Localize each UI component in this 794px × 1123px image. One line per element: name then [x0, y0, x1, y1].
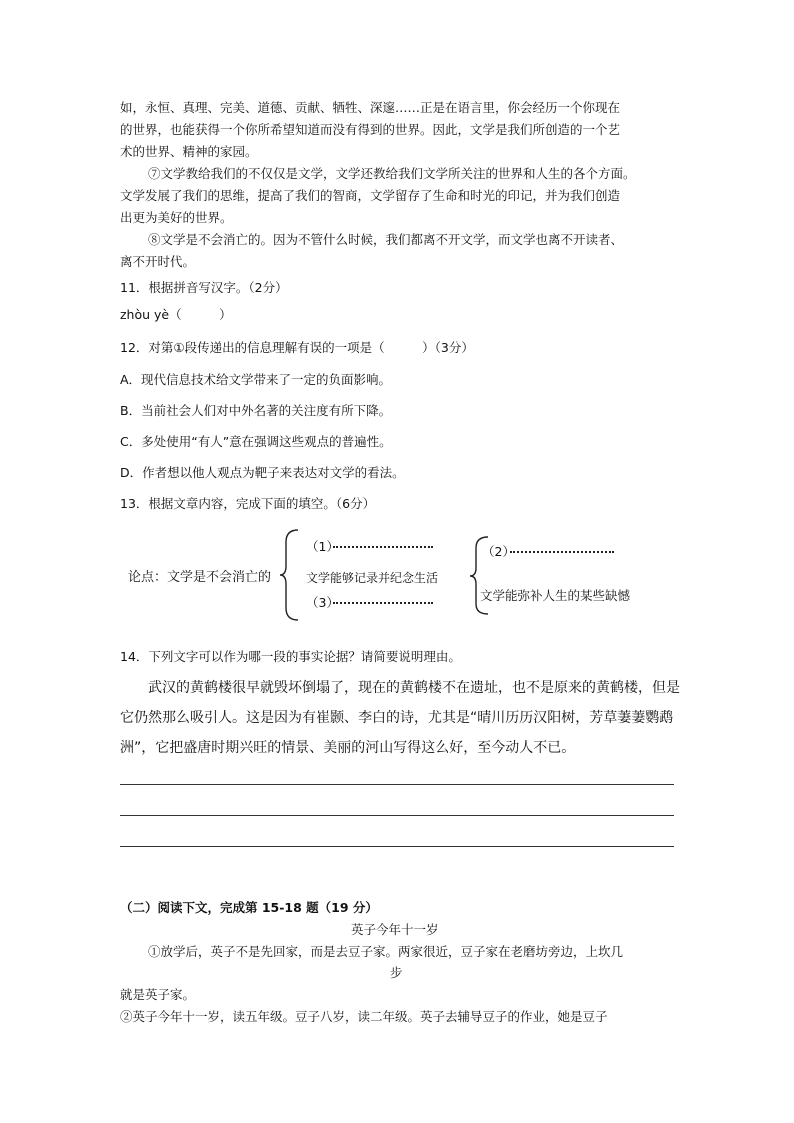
left-brace	[280, 530, 298, 620]
option-b[interactable]: B．当前社会人们对中外名著的关注度有所下降。	[120, 403, 392, 418]
evidence-text: 洲”，它把盛唐时期兴旺的情景、美丽的河山写得这么好，至今动人不已。	[120, 740, 576, 756]
question-11: 11．根据拼音写汉字。（2分）	[120, 280, 288, 295]
section-heading: （二）阅读下文，完成第 15-18 题（19 分）	[120, 900, 378, 915]
evidence-text: 武汉的黄鹤楼很早就毁坏倒塌了，现在的黄鹤楼不在遗址，也不是原来的黄鹤楼，但是	[148, 680, 680, 696]
answer-line[interactable]	[120, 815, 674, 816]
paragraph-2: ②英子今年十一岁，读五年级。豆子八岁，读二年级。英子去辅导豆子的作业，她是豆子	[120, 1009, 608, 1024]
passage-line: 就是英子家。	[120, 987, 196, 1002]
mid-text: 文学能够记录并纪念生活	[306, 571, 439, 585]
paragraph-1: ①放学后，英子不是先回家，而是去豆子家。两家很近，豆子家在老磨坊旁边，上坎几	[148, 944, 624, 959]
option-c[interactable]: C．多处使用“有人”意在强调这些观点的普遍性。	[120, 434, 392, 449]
question-14: 14．下列文字可以作为哪一段的事实论据？请简要说明理由。	[120, 649, 461, 664]
option-d[interactable]: D．作者想以他人观点为靶子来表达对文学的看法。	[120, 465, 405, 480]
answer-line[interactable]	[120, 846, 674, 847]
blank-3-line[interactable]	[333, 602, 433, 604]
blank-1-label: （1）	[306, 539, 339, 554]
passage-line: 如，永恒、真理、完美、道德、贡献、牺牲、深邃……正是在语言里，你会经历一个你现在	[120, 100, 621, 115]
blank-3-label: （3）	[306, 595, 339, 610]
option-a[interactable]: A．现代信息技术给文学带来了一定的负面影响。	[120, 372, 392, 387]
passage-line: 离不开时代。	[120, 254, 196, 269]
passage-line: 步	[390, 965, 403, 980]
thesis-label: 论点：文学是不会消亡的	[128, 570, 272, 585]
passage-line: 的世界，也能获得一个你所希望知道而没有得到的世界。因此，文学是我们所创造的一个艺	[120, 122, 621, 137]
story-title: 英子今年十一岁	[351, 922, 439, 937]
pinyin-blank[interactable]: zhòu yè（ ）	[120, 307, 232, 322]
blank-2-label: （2）	[482, 544, 515, 559]
question-12: 12．对第①段传递出的信息理解有误的一项是（ ）（3分）	[120, 340, 474, 355]
question-13: 13．根据文章内容，完成下面的填空。（6分）	[120, 496, 376, 511]
passage-line: 术的世界、精神的家园。	[120, 144, 258, 159]
evidence-text: 它仍然那么吸引人。这是因为有崔颢、李白的诗，尤其是“晴川历历汉阳树，芳草萋萋鹦鹉	[120, 710, 674, 726]
blank-1-line[interactable]	[333, 546, 433, 548]
answer-line[interactable]	[120, 784, 674, 785]
paragraph-8: ⑧文学是不会消亡的。因为不管什么时候，我们都离不开文学，而文学也离不开读者、	[148, 232, 624, 247]
blank-2-line[interactable]	[510, 551, 614, 553]
paragraph-7: ⑦文学教给我们的不仅仅是文学，文学还教给我们文学所关注的世界和人生的各个方面。	[148, 166, 636, 181]
passage-line: 出更为美好的世界。	[120, 210, 233, 225]
passage-line: 文学发展了我们的思维，提高了我们的智商，文学留存了生命和时光的印记，并为我们创造	[120, 188, 621, 203]
right-text: 文学能弥补人生的某些缺憾	[480, 588, 631, 603]
